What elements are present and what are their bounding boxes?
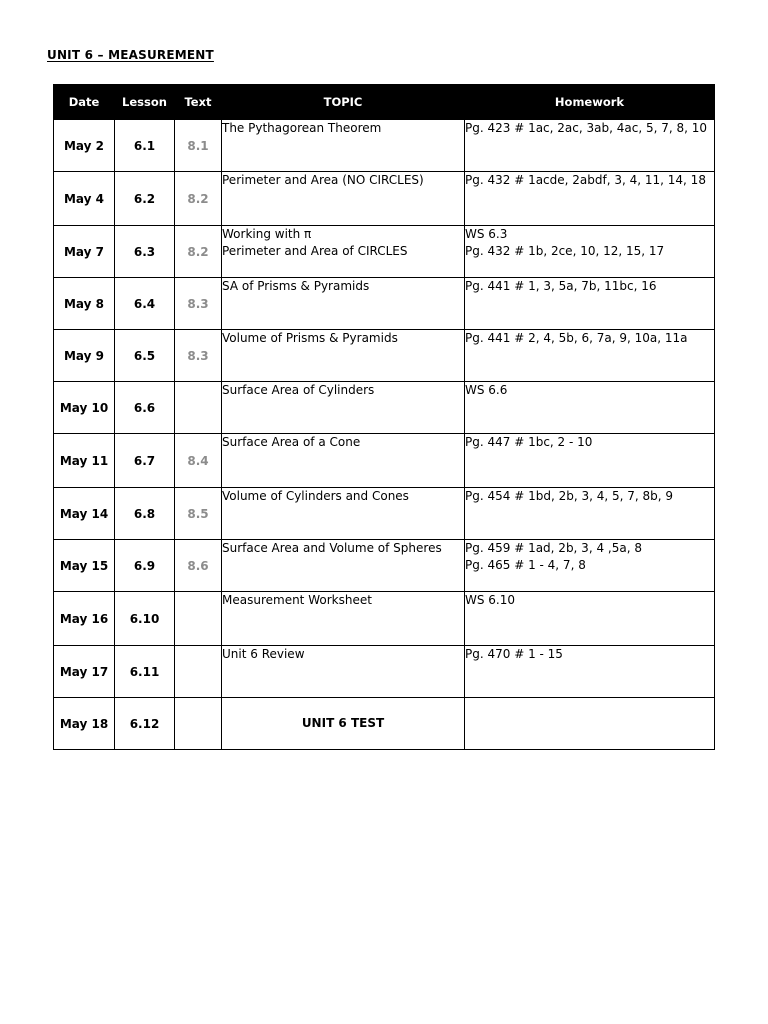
text-section-cell: 8.1	[175, 120, 222, 172]
text-section-cell: 8.3	[175, 330, 222, 382]
topic-line: Surface Area and Volume of Spheres	[222, 541, 442, 555]
column-header-homework: Homework	[465, 85, 715, 120]
topic-line: Perimeter and Area (NO CIRCLES)	[222, 173, 424, 187]
table-row	[54, 278, 715, 330]
table-row	[54, 172, 715, 226]
table-row	[54, 120, 715, 172]
lesson-cell: 6.4	[115, 278, 175, 330]
lesson-cell: 6.1	[115, 120, 175, 172]
homework-cell	[465, 278, 715, 330]
schedule-table	[53, 84, 715, 750]
homework-cell	[465, 330, 715, 382]
document-title: UNIT 6 – MEASUREMENT	[47, 48, 214, 62]
topic-cell	[222, 540, 465, 592]
homework-cell	[465, 592, 715, 646]
homework-cell	[465, 434, 715, 488]
topic-line: Surface Area of a Cone	[222, 435, 361, 449]
date-cell: May 16	[54, 592, 115, 646]
topic-line: Measurement Worksheet	[222, 593, 372, 607]
homework-line: WS 6.6	[465, 383, 508, 397]
lesson-cell: 6.7	[115, 434, 175, 488]
lesson-cell: 6.8	[115, 488, 175, 540]
text-section-cell: 8.3	[175, 278, 222, 330]
table-row	[54, 540, 715, 592]
topic-cell	[222, 592, 465, 646]
topic-cell	[222, 172, 465, 226]
homework-cell	[465, 646, 715, 698]
topic-cell	[222, 382, 465, 434]
homework-line: Pg. 423 # 1ac, 2ac, 3ab, 4ac, 5, 7, 8, 10	[465, 121, 708, 135]
homework-line: Pg. 470 # 1 - 15	[465, 647, 563, 661]
date-cell: May 15	[54, 540, 115, 592]
table-row	[54, 434, 715, 488]
topic-cell	[222, 488, 465, 540]
date-cell: May 18	[54, 698, 115, 750]
homework-line: Pg. 447 # 1bc, 2 - 10	[465, 435, 593, 449]
date-cell: May 7	[54, 226, 115, 278]
homework-cell	[465, 382, 715, 434]
text-section-cell: 8.2	[175, 226, 222, 278]
column-header-date: Date	[54, 85, 115, 120]
text-section-cell	[175, 698, 222, 750]
homework-cell	[465, 698, 715, 750]
column-header-text: Text	[175, 85, 222, 120]
topic-cell	[222, 278, 465, 330]
table-row	[54, 488, 715, 540]
lesson-cell: 6.6	[115, 382, 175, 434]
homework-line: Pg. 441 # 1, 3, 5a, 7b, 11bc, 16	[465, 279, 657, 293]
topic-cell	[222, 698, 465, 750]
topic-line: Volume of Prisms & Pyramids	[222, 331, 398, 345]
date-cell: May 4	[54, 172, 115, 226]
date-cell: May 11	[54, 434, 115, 488]
date-cell: May 10	[54, 382, 115, 434]
topic-line: SA of Prisms & Pyramids	[222, 279, 370, 293]
lesson-cell: 6.11	[115, 646, 175, 698]
table-row	[54, 226, 715, 278]
topic-cell	[222, 646, 465, 698]
table-row	[54, 592, 715, 646]
homework-cell	[465, 226, 715, 278]
homework-cell	[465, 120, 715, 172]
date-cell: May 17	[54, 646, 115, 698]
column-header-topic: TOPIC	[222, 85, 465, 120]
topic-line: Unit 6 Review	[222, 647, 305, 661]
homework-line: Pg. 432 # 1acde, 2abdf, 3, 4, 11, 14, 18	[465, 173, 706, 187]
text-section-cell	[175, 646, 222, 698]
text-section-cell	[175, 382, 222, 434]
date-cell: May 2	[54, 120, 115, 172]
topic-line: Surface Area of Cylinders	[222, 383, 375, 397]
homework-cell	[465, 540, 715, 592]
lesson-cell: 6.3	[115, 226, 175, 278]
homework-line: Pg. 459 # 1ad, 2b, 3, 4 ,5a, 8	[465, 541, 642, 555]
header-row	[54, 85, 715, 120]
topic-line: Volume of Cylinders and Cones	[222, 489, 409, 503]
topic-line: UNIT 6 TEST	[301, 716, 385, 730]
table-body	[54, 120, 715, 750]
homework-cell	[465, 172, 715, 226]
homework-line: WS 6.10	[465, 593, 516, 607]
date-cell: May 14	[54, 488, 115, 540]
table-row	[54, 330, 715, 382]
text-section-cell: 8.5	[175, 488, 222, 540]
table-row	[54, 382, 715, 434]
lesson-cell: 6.5	[115, 330, 175, 382]
topic-cell	[222, 226, 465, 278]
homework-line: Pg. 454 # 1bd, 2b, 3, 4, 5, 7, 8b, 9	[465, 489, 674, 503]
homework-line: Pg. 441 # 2, 4, 5b, 6, 7a, 9, 10a, 11a	[465, 331, 688, 345]
lesson-cell: 6.2	[115, 172, 175, 226]
homework-cell	[465, 488, 715, 540]
topic-line: Working with π	[222, 227, 312, 241]
homework-line: Pg. 465 # 1 - 4, 7, 8	[465, 558, 586, 572]
text-section-cell	[175, 592, 222, 646]
text-section-cell: 8.2	[175, 172, 222, 226]
topic-line: The Pythagorean Theorem	[222, 121, 382, 135]
text-section-cell: 8.4	[175, 434, 222, 488]
lesson-cell: 6.12	[115, 698, 175, 750]
lesson-cell: 6.9	[115, 540, 175, 592]
topic-cell	[222, 120, 465, 172]
column-header-lesson: Lesson	[115, 85, 175, 120]
date-cell: May 9	[54, 330, 115, 382]
table-row	[54, 698, 715, 750]
lesson-cell: 6.10	[115, 592, 175, 646]
topic-cell	[222, 434, 465, 488]
topic-line: Perimeter and Area of CIRCLES	[222, 244, 408, 258]
text-section-cell: 8.6	[175, 540, 222, 592]
homework-line: WS 6.3	[465, 227, 508, 241]
table-row	[54, 646, 715, 698]
date-cell: May 8	[54, 278, 115, 330]
homework-line: Pg. 432 # 1b, 2ce, 10, 12, 15, 17	[465, 244, 665, 258]
topic-cell	[222, 330, 465, 382]
